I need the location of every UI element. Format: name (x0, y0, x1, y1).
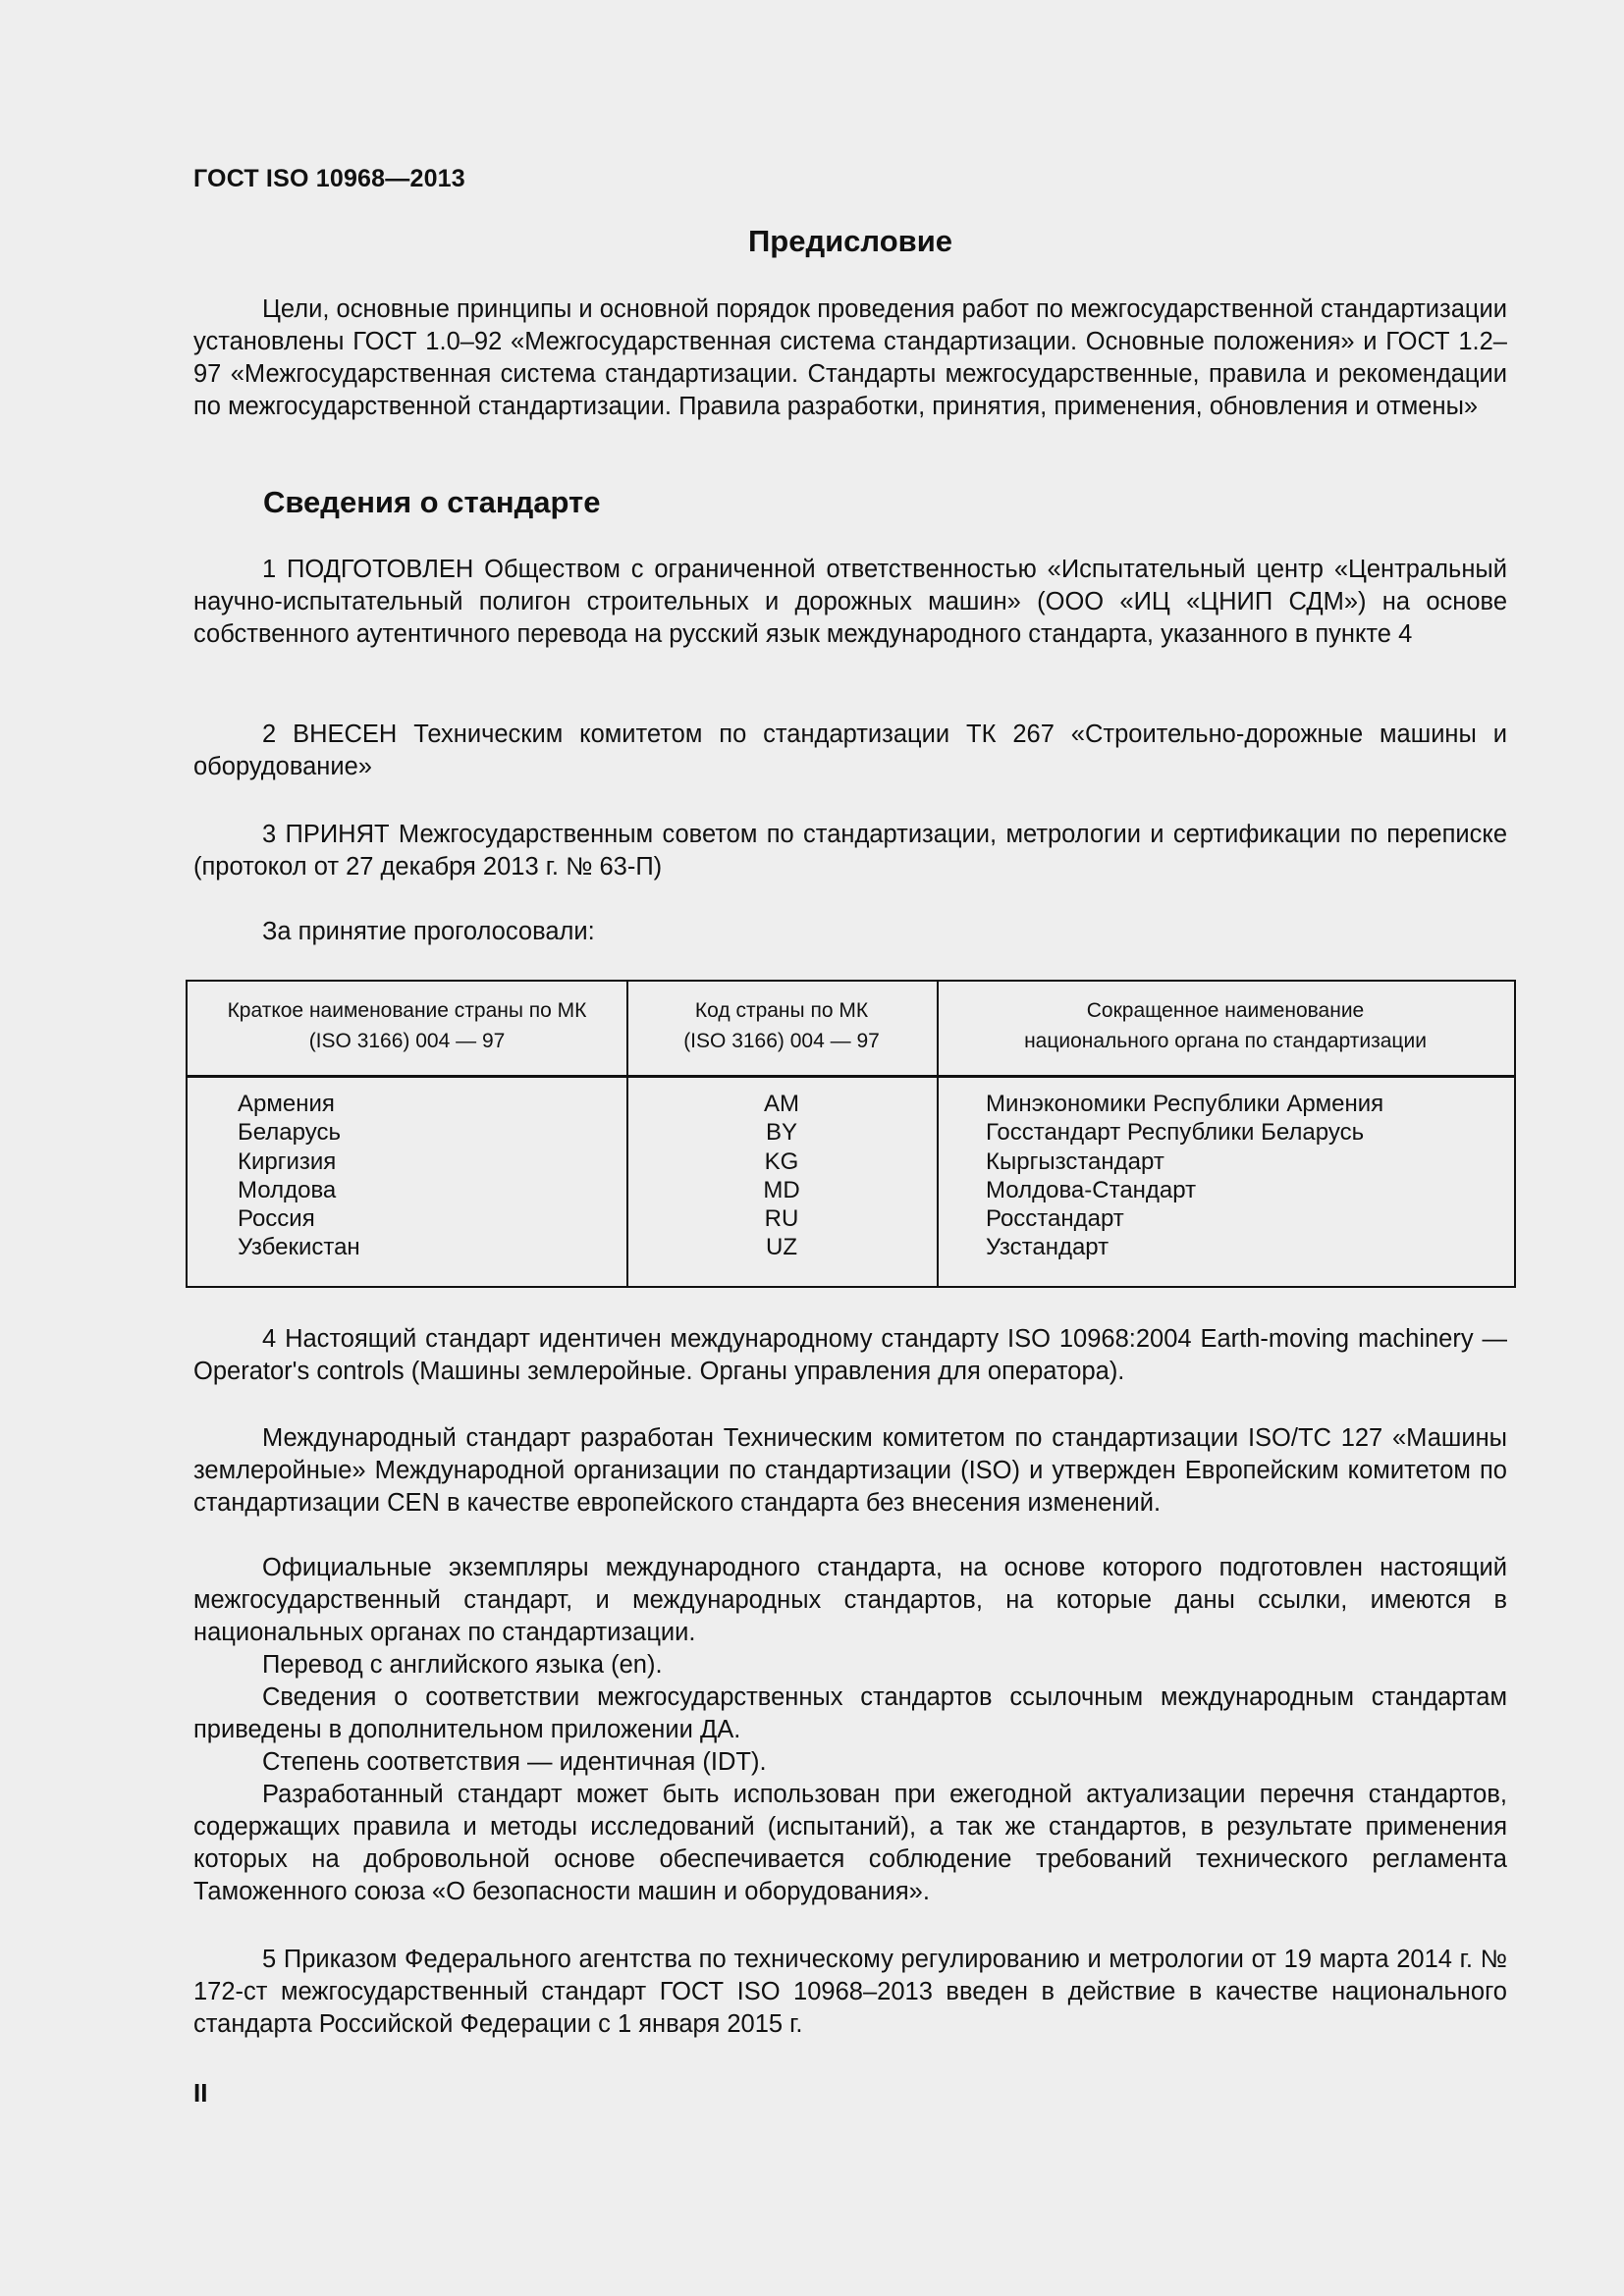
code-list (626, 1090, 937, 1262)
code-cell: RU (764, 1205, 799, 1233)
document-code: ГОСТ ISO 10968—2013 (193, 165, 465, 192)
column-header-country: Краткое наименование страны по МК (ISO 3166) 004 — 97 (227, 999, 587, 1052)
column-header-body: Сокращенное наименование национального органа по стандартизации (1024, 999, 1427, 1052)
body-cell: Минэкономики Республики Армения (986, 1091, 1384, 1117)
voted-label: За принятие проголосовали: (262, 918, 595, 945)
country-cell: Киргизия (238, 1148, 337, 1175)
page-number: II (193, 2078, 208, 2108)
paragraph-4-copies: Официальные экземпляры международного стандарта, на основе которого подготовлен настоящий межгосударственный стандарт, и международных стандартов, на которые даны ссылки, имеются в национальных органах по стандартизации. (193, 1554, 1507, 1646)
paragraph-4-annex: Сведения о соответствии межгосударственных стандартов ссылочным международным стандартам приведены в дополнительном приложении ДА. (193, 1683, 1507, 1743)
paragraph-4-degree: Степень соответствия — идентичная (IDT). (262, 1748, 767, 1776)
country-list (238, 1090, 360, 1262)
preface-text: Цели, основные принципы и основной порядок проведения работ по межгосударственной стандартизации установлены ГОСТ 1.0–92 «Межгосударственная система стандартизации. Основные положения» и ГОСТ 1.2–97 «Межгосударственная система стандартизации. Стандарты межгосударственные, правила и рекомендации по межгосударственной стандартизации. Правила разработки, принятия, применения, обновления и отмены» (193, 295, 1507, 420)
body-cell: Госстандарт Республики Беларусь (986, 1119, 1365, 1147)
body-cell: Росстандарт (986, 1205, 1124, 1233)
code-cell: AM (764, 1091, 799, 1117)
paragraph-4-usage: Разработанный стандарт может быть использован при ежегодной актуализации перечня стандартов, содержащих правила и методы исследований (испытаний), а так же стандартов, в результате применения которых на добровольной основе обеспечивается соблюдение требований технического регламента Таможенного союза «О безопасности машин и оборудования». (193, 1781, 1507, 1905)
paragraph-4-origin: Международный стандарт разработан Техническим комитетом по стандартизации ISO/TC 127 «Машины землеройные» Международной организации по стандартизации (ISO) и утвержден Европейским комитетом по стандартизации CEN в качестве европейского стандарта без внесения изменений. (193, 1424, 1507, 1517)
country-cell: Молдова (238, 1176, 337, 1203)
country-cell: Беларусь (238, 1119, 341, 1147)
voting-table (186, 980, 1516, 1288)
preface-title: Предисловие (747, 224, 952, 258)
info-paragraph-3: 3 ПРИНЯТ Межгосударственным советом по стандартизации, метрологии и сертификации по переписке (протокол от 27 декабря 2013 г. № 63-П) (193, 821, 1507, 881)
code-cell: MD (763, 1176, 800, 1203)
body-cell: Молдова-Стандарт (986, 1176, 1197, 1203)
country-cell: Армения (238, 1091, 335, 1117)
column-header-code: Код страны по МК (ISO 3166) 004 — 97 (683, 999, 880, 1052)
country-cell: Россия (238, 1205, 315, 1233)
body-cell: Кыргызстандарт (986, 1148, 1164, 1175)
country-cell: Узбекистан (238, 1234, 360, 1261)
paragraph-4-translation: Перевод с английского языка (en). (262, 1651, 663, 1679)
paragraph-5: 5 Приказом Федерального агентства по техническому регулированию и метрологии от 19 марта 2014 г. № 172-ст межгосударственный стандарт ГОСТ ISO 10968–2013 введен в действие в качестве национального стандарта Российской Федерации с 1 января 2015 г. (193, 1946, 1507, 2038)
code-cell: UZ (766, 1234, 797, 1261)
code-cell: BY (765, 1119, 797, 1147)
code-cell: KG (764, 1148, 799, 1175)
info-paragraph-2: 2 ВНЕСЕН Техническим комитетом по стандартизации ТК 267 «Строительно-дорожные машины и оборудование» (193, 721, 1507, 780)
body-cell: Узстандарт (986, 1234, 1110, 1261)
paragraph-4: 4 Настоящий стандарт идентичен международному стандарту ISO 10968:2004 Earth-moving machinery — Operator's controls (Машины землеройные. Органы управления для оператора). (193, 1325, 1507, 1385)
info-paragraph-1: 1 ПОДГОТОВЛЕН Обществом с ограниченной ответственностью «Испытательный центр «Центральный научно-испытательный полигон строительных и дорожных машин» (ООО «ИЦ «ЦНИП СДМ») на основе собственного аутентичного перевода на русский язык международного стандарта, указанного в пункте 4 (193, 556, 1507, 648)
body-list (986, 1090, 1383, 1262)
standard-info-title: Сведения о стандарте (263, 485, 601, 519)
table-header-rule (188, 1075, 1514, 1078)
